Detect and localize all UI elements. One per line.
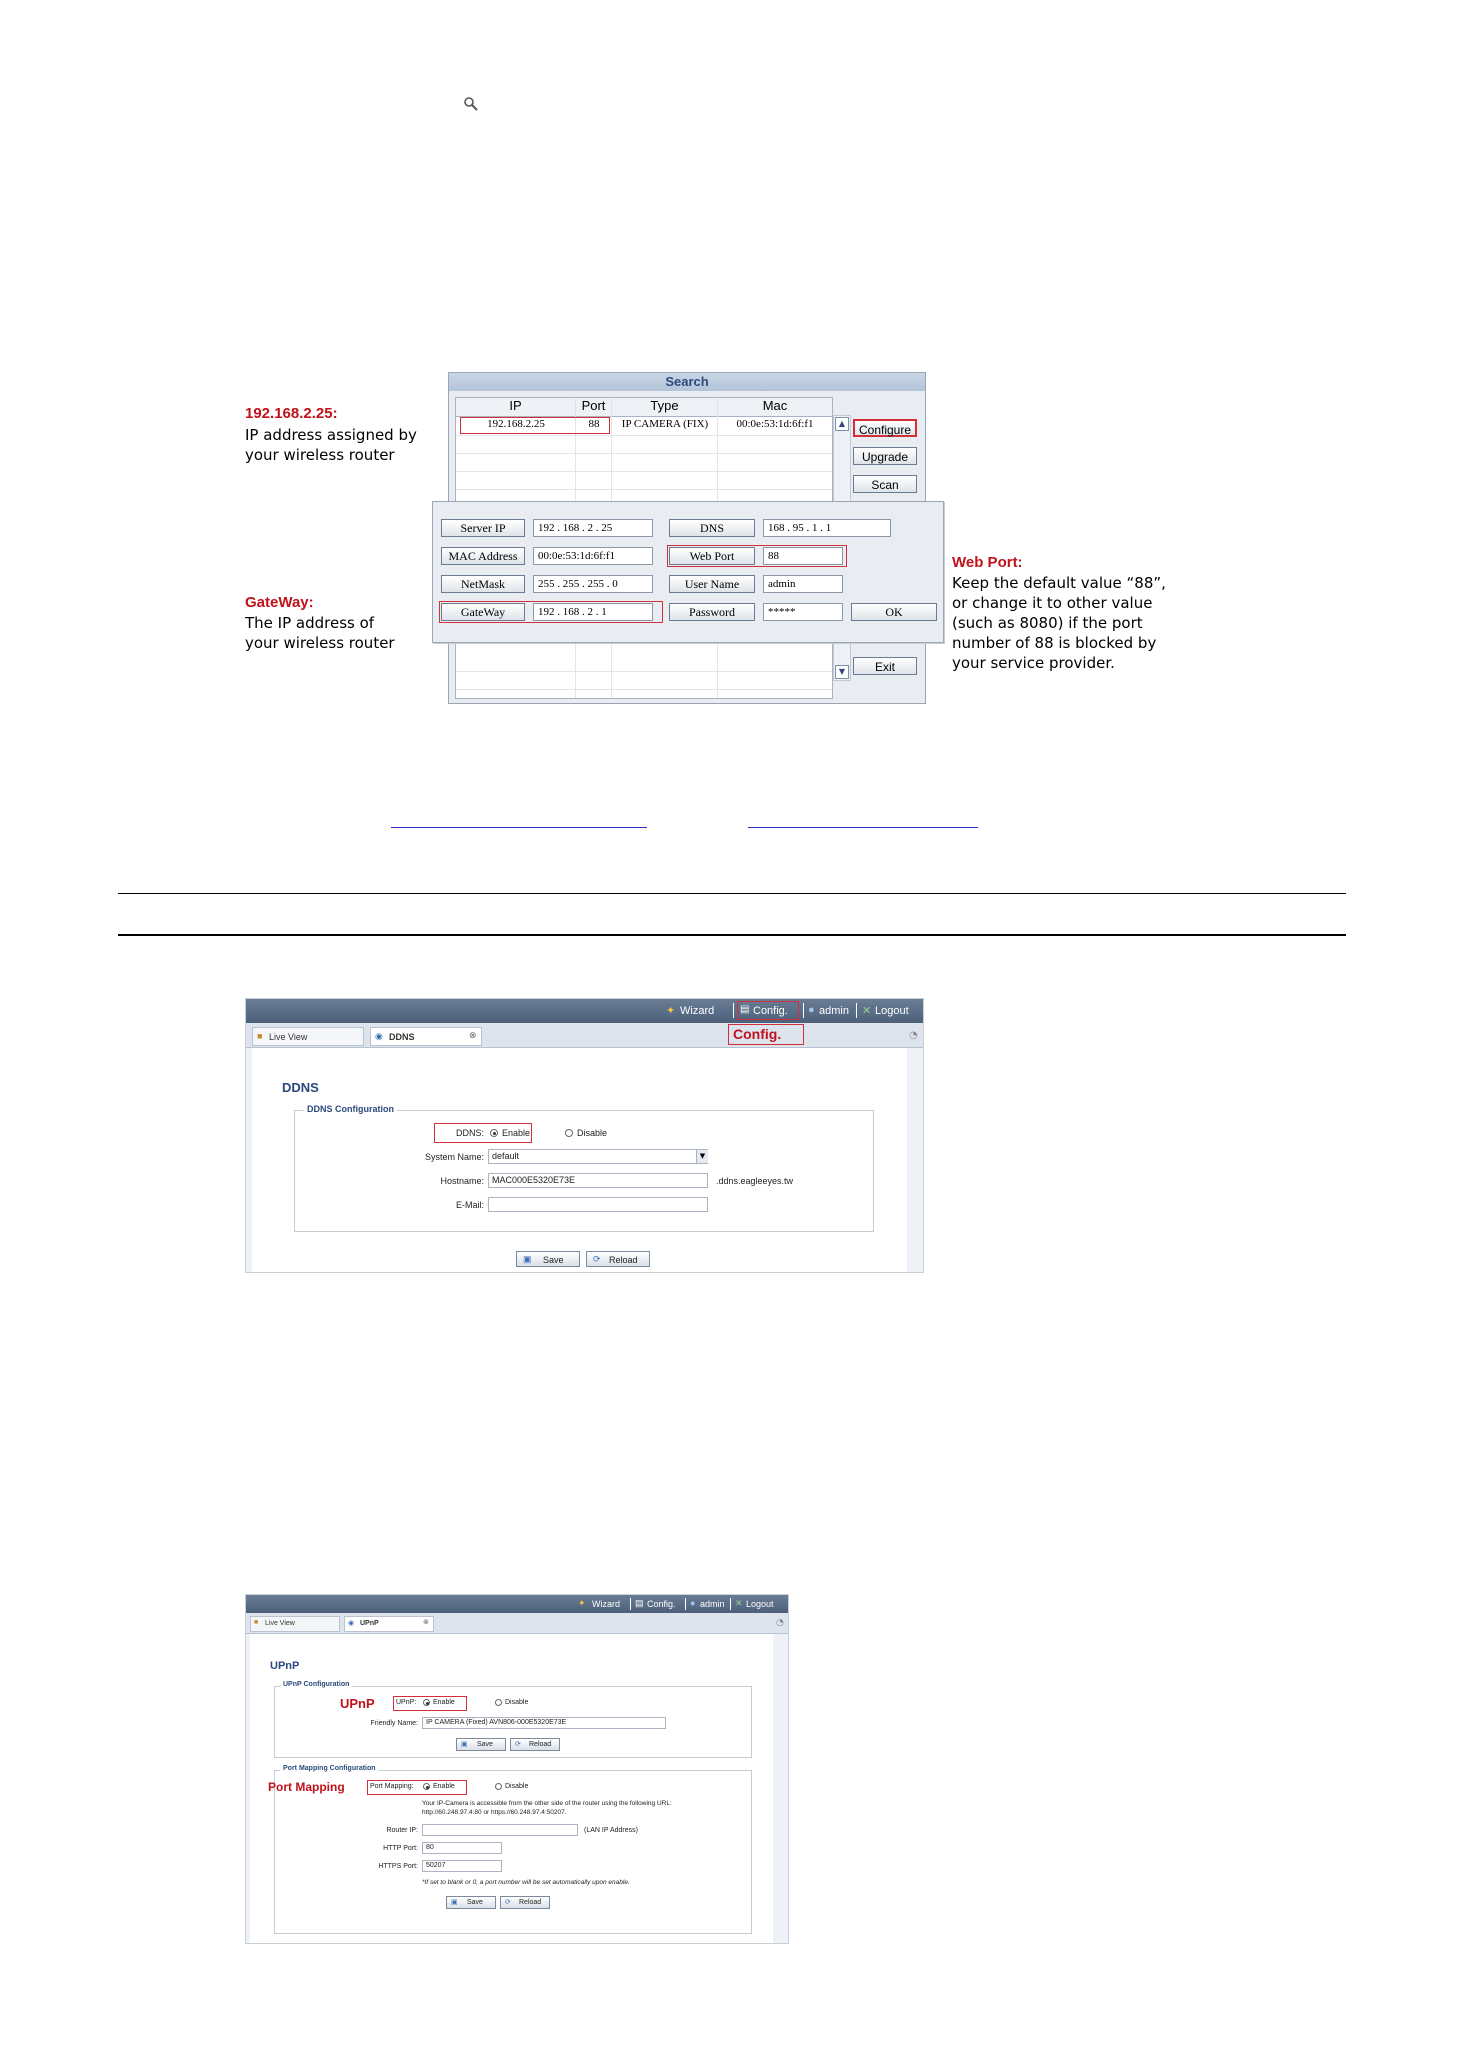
close-tab-icon[interactable]: ⊗ [469, 1030, 477, 1040]
topbar-separator [733, 1003, 734, 1018]
help-icon[interactable]: ◔ [909, 1030, 918, 1041]
webport-annotation-title: Web Port: [952, 554, 1023, 571]
upnp-heading: UPnP [270, 1660, 300, 1672]
gateway-button[interactable]: GateWay [441, 603, 525, 621]
topbar-separator [730, 1598, 731, 1610]
upnp-disable-label: Disable [505, 1699, 529, 1706]
upnp-tab-live-view-label: Live View [265, 1620, 295, 1627]
hostname-field[interactable]: MAC000E5320E73E [488, 1173, 708, 1188]
upnp-reload-label: Reload [529, 1741, 552, 1748]
admin-link[interactable]: admin [819, 1005, 849, 1017]
upnp-pane [250, 1634, 773, 1943]
configure-dialog [432, 501, 944, 643]
ok-button[interactable]: OK [851, 603, 937, 621]
gateway-annotation-title: GateWay: [245, 594, 314, 611]
gateway-highlight [439, 601, 663, 623]
user-icon: ● [690, 1598, 696, 1608]
upnp-disable-radio[interactable] [495, 1699, 502, 1706]
ddns-reload-label: Reload [609, 1255, 638, 1265]
mac-address-button[interactable]: MAC Address [441, 547, 525, 565]
hostname-suffix: .ddns.eagleeyes.tw [716, 1176, 794, 1186]
save-icon: ▣ [451, 1899, 458, 1906]
column-type[interactable]: Type [612, 398, 718, 416]
wizard-icon: ✦ [666, 1005, 676, 1017]
ip-annotation-title: 192.168.2.25: [245, 405, 338, 422]
pm-label: Port Mapping: [370, 1783, 414, 1790]
user-icon: ● [808, 1004, 815, 1016]
tab-upnp-label: UPnP [360, 1620, 379, 1627]
config-link[interactable]: Config. [753, 1005, 788, 1017]
live-view-icon: ■ [254, 1619, 259, 1626]
upnp-callout: UPnP [340, 1696, 375, 1711]
upnp-enable-label: Enable [433, 1699, 455, 1706]
upnp-tab-live-view[interactable] [250, 1616, 340, 1632]
scan-button[interactable]: Scan [853, 475, 917, 493]
web-port-field[interactable]: 88 [763, 547, 843, 565]
upnp-save-label: Save [477, 1741, 493, 1748]
column-port[interactable]: Port [576, 398, 612, 416]
tab-upnp[interactable] [344, 1616, 434, 1632]
dns-button[interactable]: DNS [669, 519, 755, 537]
pm-reload-button[interactable] [500, 1896, 550, 1909]
logout-icon: ✕ [735, 1598, 743, 1608]
friendly-name-label: Friendly Name: [370, 1720, 418, 1727]
upnp-logout-link[interactable]: Logout [746, 1599, 774, 1609]
config-callout-box [728, 1024, 804, 1045]
logout-link[interactable]: Logout [875, 1005, 909, 1017]
tab-live-view-label: Live View [269, 1032, 308, 1042]
upnp-screenshot [245, 1594, 789, 1944]
upgrade-button[interactable]: Upgrade [853, 447, 917, 465]
help-icon[interactable]: ◔ [776, 1618, 784, 1628]
reload-icon: ⟳ [515, 1741, 521, 1748]
user-name-field[interactable]: admin [763, 575, 843, 593]
upnp-admin-link[interactable]: admin [700, 1599, 725, 1609]
webport-annotation-line-3: (such as 8080) if the port [952, 614, 1143, 632]
tab-ddns-label: DDNS [389, 1032, 415, 1042]
wizard-icon: ✦ [578, 1598, 586, 1608]
email-label: E-Mail: [455, 1200, 484, 1210]
server-ip-field[interactable]: 192 . 168 . 2 . 25 [533, 519, 653, 537]
topbar-separator [803, 1003, 804, 1018]
ddns-save-label: Save [543, 1255, 564, 1265]
search-window-title: Search [449, 373, 925, 391]
email-field[interactable] [488, 1197, 708, 1212]
upnp-reload-button[interactable] [510, 1738, 560, 1751]
pm-group-title: Port Mapping Configuration [280, 1765, 379, 1772]
config-highlight [737, 1001, 799, 1020]
reload-icon: ⟳ [505, 1899, 511, 1906]
gateway-annotation-line-1: The IP address of [245, 614, 375, 632]
password-field[interactable]: ***** [763, 603, 843, 621]
topbar-separator [685, 1598, 686, 1610]
ddns-group-title: DDNS Configuration [304, 1104, 397, 1114]
device-table-header [456, 398, 832, 417]
pm-note-line-1: Your IP-Camera is accessible from the other side of the router using the following URL: [422, 1800, 672, 1807]
ip-annotation-line-1: IP address assigned by [245, 426, 417, 444]
topbar-separator [630, 1598, 631, 1610]
upnp-tab-icon: ◉ [348, 1620, 355, 1627]
configure-button[interactable]: Configure [853, 419, 917, 437]
column-mac[interactable]: Mac [762, 398, 788, 413]
hostname-label: Hostname: [440, 1176, 484, 1186]
pm-enable-label: Enable [433, 1783, 455, 1790]
port-mapping-group [274, 1770, 752, 1934]
http-port-field[interactable]: 80 [422, 1842, 502, 1854]
webport-annotation-line-2: or change it to other value [952, 594, 1153, 612]
config-icon: ▤ [740, 1004, 750, 1015]
pm-footnote: *If set to blank or 0, a port number will be set automatically upon enable. [422, 1879, 630, 1886]
pm-save-button[interactable] [446, 1896, 496, 1909]
device-port[interactable]: 88 [588, 418, 600, 430]
ddns-disable-radio[interactable] [565, 1129, 573, 1137]
chevron-down-icon[interactable]: ▼ [696, 1150, 708, 1163]
friendly-name-field[interactable]: IP CAMERA (Fixed) AVN806-000E5320E73E [422, 1717, 666, 1729]
device-type[interactable]: IP CAMERA (FIX) [621, 418, 709, 430]
pm-disable-radio[interactable] [495, 1783, 502, 1790]
webport-annotation-line-5: your service provider. [952, 654, 1115, 672]
dns-field[interactable]: 168 . 95 . 1 . 1 [763, 519, 891, 537]
ddns-screenshot [245, 998, 924, 1273]
http-port-label: HTTP Port: [383, 1845, 418, 1852]
ddns-tab-icon: ◉ [375, 1031, 383, 1041]
pm-disable-label: Disable [505, 1783, 529, 1790]
ddns-disable-label: Disable [577, 1128, 608, 1138]
link-underline-1[interactable] [391, 827, 647, 828]
webport-annotation-line-1: Keep the default value “88”, [952, 574, 1166, 592]
mac-address-field[interactable]: 00:0e:53:1d:6f:f1 [533, 547, 653, 565]
rule-bottom [118, 934, 1346, 936]
upnp-group-title: UPnP Configuration [280, 1681, 352, 1688]
ddns-reload-button[interactable] [586, 1251, 650, 1267]
config-callout: Config. [733, 1026, 782, 1042]
webport-annotation-line-4: number of 88 is blocked by [952, 634, 1157, 652]
pm-note-line-2: http://60.248.97.4:80 or https://60.248.97.4:50207. [422, 1809, 567, 1816]
magnifier-icon [463, 96, 479, 112]
router-ip-label: Router IP: [386, 1827, 418, 1834]
ddns-topbar [246, 999, 923, 1023]
ddns-pane [252, 1048, 907, 1272]
netmask-button[interactable]: NetMask [441, 575, 525, 593]
config-icon: ▤ [635, 1598, 644, 1608]
upnp-enable-radio[interactable] [423, 1699, 430, 1706]
ddns-label: DDNS: [455, 1128, 484, 1138]
scroll-down-icon[interactable]: ▼ [835, 665, 849, 679]
https-port-label: HTTPS Port: [378, 1863, 418, 1870]
web-port-button[interactable]: Web Port [669, 547, 755, 565]
user-name-button[interactable]: User Name [669, 575, 755, 593]
router-ip-hint: (LAN IP Address) [584, 1827, 638, 1834]
upnp-config-link[interactable]: Config. [647, 1599, 676, 1609]
device-ip[interactable]: 192.168.2.25 [487, 418, 545, 430]
ip-annotation-line-2: your wireless router [245, 446, 395, 464]
ddns-tabbar [246, 1023, 923, 1048]
pm-enable-radio[interactable] [423, 1783, 430, 1790]
logout-icon: ✕ [862, 1005, 872, 1017]
pm-callout: Port Mapping [268, 1780, 345, 1794]
live-view-icon: ■ [257, 1031, 263, 1041]
upnp-wizard-link[interactable]: Wizard [592, 1599, 621, 1609]
reload-icon: ⟳ [593, 1254, 601, 1264]
password-button[interactable]: Password [669, 603, 755, 621]
pm-save-label: Save [467, 1899, 483, 1906]
wizard-link[interactable]: Wizard [680, 1005, 715, 1017]
save-icon: ▣ [461, 1741, 468, 1748]
gateway-field[interactable]: 192 . 168 . 2 . 1 [533, 603, 653, 621]
ddns-save-button[interactable] [516, 1251, 580, 1267]
upnp-tabbar [246, 1613, 788, 1634]
upnp-save-button[interactable] [456, 1738, 506, 1751]
ddns-enable-label: Enable [502, 1128, 531, 1138]
tab-live-view[interactable] [252, 1027, 364, 1046]
router-ip-field[interactable] [422, 1824, 578, 1836]
tab-ddns[interactable] [370, 1027, 482, 1046]
link-underline-2[interactable] [748, 827, 978, 828]
upnp-topbar [246, 1595, 788, 1613]
system-name-select[interactable]: default [488, 1149, 708, 1164]
https-port-field[interactable]: 50207 [422, 1860, 502, 1872]
upnp-label: UPnP: [396, 1699, 417, 1706]
pm-reload-label: Reload [519, 1899, 542, 1906]
save-icon: ▣ [523, 1254, 532, 1264]
ddns-heading: DDNS [282, 1080, 319, 1095]
topbar-separator [856, 1003, 857, 1018]
column-ip[interactable]: IP [456, 398, 576, 416]
device-mac[interactable]: 00:0e:53:1d:6f:f1 [736, 418, 814, 430]
rule-top [118, 893, 1346, 894]
ddns-enable-radio[interactable] [490, 1129, 498, 1137]
exit-button[interactable]: Exit [853, 657, 917, 675]
netmask-field[interactable]: 255 . 255 . 255 . 0 [533, 575, 653, 593]
gateway-annotation-line-2: your wireless router [245, 634, 395, 652]
system-name-label: System Name: [424, 1152, 484, 1162]
server-ip-button[interactable]: Server IP [441, 519, 525, 537]
scroll-up-icon[interactable]: ▲ [835, 417, 849, 431]
close-tab-icon[interactable]: ⊗ [423, 1619, 429, 1626]
web-port-highlight [667, 545, 847, 567]
